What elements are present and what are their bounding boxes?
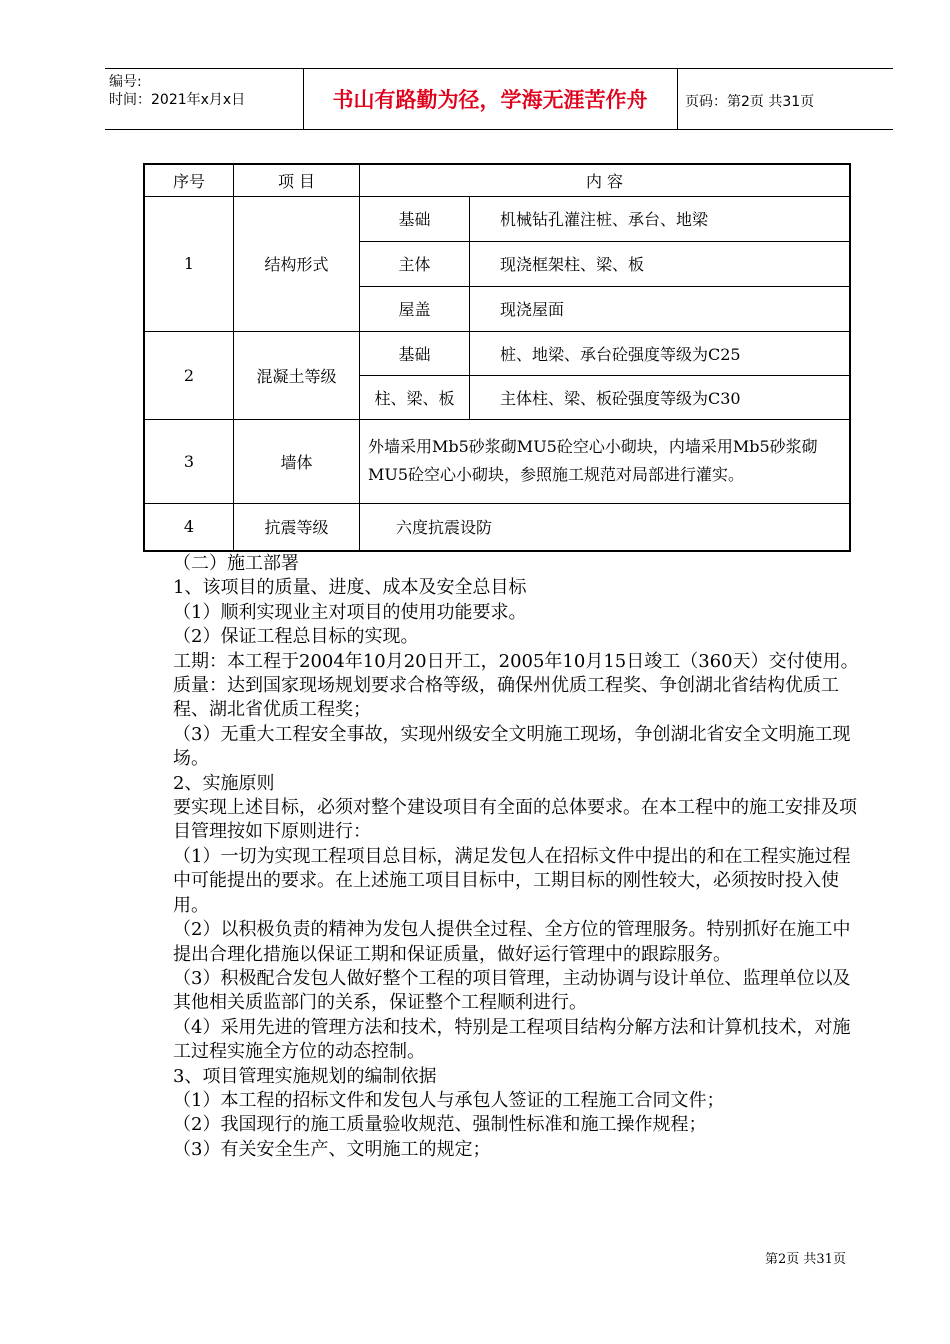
table-row	[144, 419, 850, 503]
paragraph: （1）本工程的招标文件和发包人与承包人签证的工程施工合同文件；	[173, 1089, 725, 1111]
row-item: 抗震等级	[234, 503, 360, 551]
paragraph: （2）以积极负责的精神为发包人提供全过程、全方位的管理服务。特别抓好在施工中提出合理化措施以保证工期和保证质量，做好运行管理中的跟踪服务。	[173, 919, 851, 965]
row-no: 1	[144, 196, 234, 331]
row-desc: 机械钻孔灌注桩、承台、地梁	[470, 196, 851, 241]
row-desc: 现浇屋面	[470, 286, 851, 331]
project-spec-table	[143, 163, 851, 552]
header-item: 项 目	[234, 164, 360, 196]
paragraph: （3）积极配合发包人做好整个工程的项目管理，主动协调与设计单位、监理单位以及其他相关质监部门的关系，保证整个工程顺利进行。	[173, 967, 851, 1014]
row-no: 3	[144, 419, 234, 503]
paragraph: （2）保证工程总目标的实现。	[173, 626, 419, 648]
paragraph: 质量：达到国家现场规划要求合格等级，确保州优质工程奖、争创湖北省结构优质工程、湖北省优质工程奖；	[173, 675, 839, 721]
subsection-heading: 1、该项目的质量、进度、成本及安全总目标	[173, 577, 527, 599]
subsection-heading: 3、项目管理实施规划的编制依据	[173, 1065, 437, 1087]
row-part: 屋盖	[360, 286, 470, 331]
table-row	[144, 196, 850, 241]
row-part: 柱、梁、板	[360, 375, 470, 419]
paragraph: （4）采用先进的管理方法和技术，特别是工程项目结构分解方法和计算机技术，对施工过程实施全方位的动态控制。	[173, 1016, 851, 1063]
row-item: 混凝土等级	[234, 331, 360, 419]
paragraph: （1）一切为实现工程项目总目标，满足发包人在招标文件中提出的和在工程实施过程中可能提出的要求。在上述施工项目目标中，工期目标的刚性较大，必须按时投入使用。	[173, 845, 851, 916]
header-page-info: 页码：第2页 共31页	[685, 94, 815, 110]
row-desc: 现浇框架柱、梁、板	[470, 241, 851, 286]
row-desc: 外墙采用Mb5砂浆砌MU5砼空心小砌块，内墙采用Mb5砂浆砌MU5砼空心小砌块，参照施工规范对局部进行灌实。	[360, 419, 851, 503]
paragraph: （1）顺利实现业主对项目的使用功能要求。	[173, 601, 527, 623]
header-slogan: 书山有路勤为径，学海无涯苦作舟	[303, 69, 678, 129]
row-desc: 桩、地梁、承台砼强度等级为C25	[470, 331, 851, 375]
row-desc: 六度抗震设防	[360, 503, 851, 551]
row-no: 2	[144, 331, 234, 419]
table-header-row	[144, 164, 850, 196]
row-no: 4	[144, 503, 234, 551]
table-row	[144, 331, 850, 375]
row-item: 墙体	[234, 419, 360, 503]
header-content: 内 容	[360, 164, 851, 196]
paragraph: （2）我国现行的施工质量验收规范、强制性标准和施工操作规程；	[173, 1114, 707, 1136]
header-meta	[105, 69, 304, 129]
header-no: 序号	[144, 164, 234, 196]
paragraph: （3）无重大工程安全事故，实现州级安全文明施工现场，争创湖北省安全文明施工现场。	[173, 723, 851, 770]
row-item: 结构形式	[234, 196, 360, 331]
row-part: 主体	[360, 241, 470, 286]
paragraph: 工期：本工程于2004年10月20日开工，2005年10月15日竣工（360天）交付使用。	[173, 650, 859, 672]
row-desc: 主体柱、梁、板砼强度等级为C30	[470, 375, 851, 419]
time-label: 时间：2021年x月x日	[109, 92, 246, 108]
row-part: 基础	[360, 196, 470, 241]
paragraph: 要实现上述目标，必须对整个建设项目有全面的总体要求。在本工程中的施工安排及项目管理按如下原则进行：	[173, 797, 857, 843]
subsection-heading: 2、实施原则	[173, 772, 275, 794]
row-part: 基础	[360, 331, 470, 375]
paragraph: （3）有关安全生产、文明施工的规定；	[173, 1138, 491, 1160]
body-text	[137, 552, 861, 1162]
section-heading: （二）施工部署	[173, 553, 299, 574]
serial-label: 编号:	[109, 74, 142, 90]
page-header	[105, 68, 893, 130]
table-row	[144, 503, 850, 551]
page-footer: 第2页 共31页	[765, 1252, 846, 1267]
